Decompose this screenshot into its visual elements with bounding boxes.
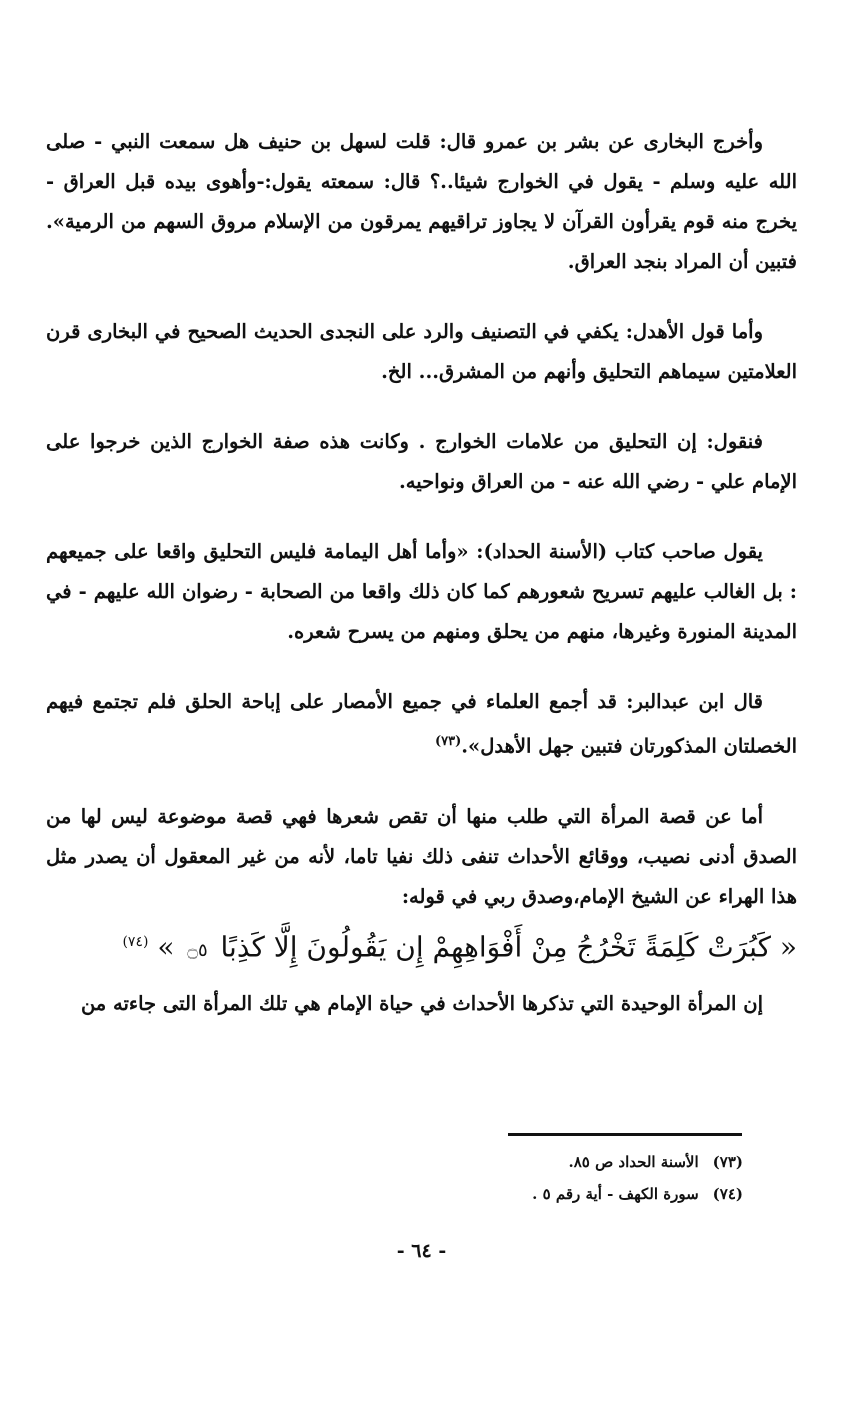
quran-verse — [46, 919, 797, 974]
footnote-number: (٧٤) — [712, 1185, 743, 1203]
footnote-text: سورة الكهف - أية رقم ٥ . — [532, 1185, 699, 1203]
paragraph-1: وأخرج البخارى عن بشر بن عمرو قال: قلت لسهل بن حنيف هل سمعت النبي - صلى الله عليه وسلم - يقول في الخوارج شيئا..؟ قال: سمعته يقول:-وأهوى بيده قبل العراق - يخرج منه قوم يقرأون القرآن لا يجاوز تراقيهم يمرقون من الإسلام مروق السهم من الرمية». فتبين أن المراد بنجد العراق. — [46, 130, 797, 273]
verse-close-quote: » — [157, 929, 175, 963]
footnote-ref-74: (٧٤) — [122, 933, 149, 950]
ayah-number-mark: ۝٥ — [187, 939, 208, 961]
footnote-text: الأسنة الحداد ص ٨٥. — [568, 1153, 699, 1171]
main-text — [46, 122, 797, 1024]
paragraph-7: إن المرأة الوحيدة التي تذكرها الأحداث في حياة الإمام هي تلك المرأة التى جاءته من — [80, 991, 763, 1015]
footnote-divider — [508, 1133, 742, 1136]
footnote-73 — [532, 1146, 743, 1178]
verse-text: كَبُرَتْ كَلِمَةً تَخْرُجُ مِنْ أَفْوَاهِهِمْ إِن يَقُولُونَ إِلَّا كَذِبًا — [220, 929, 771, 963]
verse-open-quote: « — [779, 929, 797, 963]
paragraph-4: يقول صاحب كتاب (الأسنة الحداد): «وأما أهل اليمامة فليس التحليق واقعا على جميعهم : بل الغالب عليهم تسريح شعورهم كما كان ذلك واقعا من الصحابة - رضوان الله عليهم - في المدينة المنورة وغيرها، منهم من يحلق ومنهم من يسرح شعره. — [46, 540, 797, 643]
footnotes — [532, 1146, 743, 1210]
footnote-74 — [532, 1178, 743, 1210]
footnote-number: (٧٣) — [712, 1153, 743, 1171]
paragraph-2: وأما قول الأهدل: يكفي في التصنيف والرد على النجدى الحديث الصحيح في البخارى قرن العلامتين سيماهم التحليق وأنهم من المشرق... الخ. — [46, 320, 797, 383]
page-number: - ٦٤ - — [396, 1240, 447, 1262]
paragraph-6: أما عن قصة المرأة التي طلب منها أن تقص شعرها فهي قصة موضوعة ليس لها من الصدق أدنى نصيب، ووقائع الأحداث تنفى ذلك نفيا تاما، لأنه من غير المعقول أن يصدر مثل هذا الهراء عن الشيخ الإمام،وصدق ربي في قوله: — [46, 804, 797, 908]
paragraph-5 — [46, 682, 797, 767]
paragraph-3: فنقول: إن التحليق من علامات الخوارج . وكانت هذه صفة الخوارج الذين خرجوا على الإمام علي - رضي الله عنه - من العراق ونواحيه. — [46, 430, 797, 493]
paragraph-5-text: قال ابن عبدالبر: قد أجمع العلماء في جميع الأمصار على إباحة الحلق فلم تجتمع فيهم الخصلتان المذكورتان فتبين جهل الأهدل». — [46, 690, 797, 758]
footnote-ref-73: (٧٣) — [434, 734, 462, 749]
